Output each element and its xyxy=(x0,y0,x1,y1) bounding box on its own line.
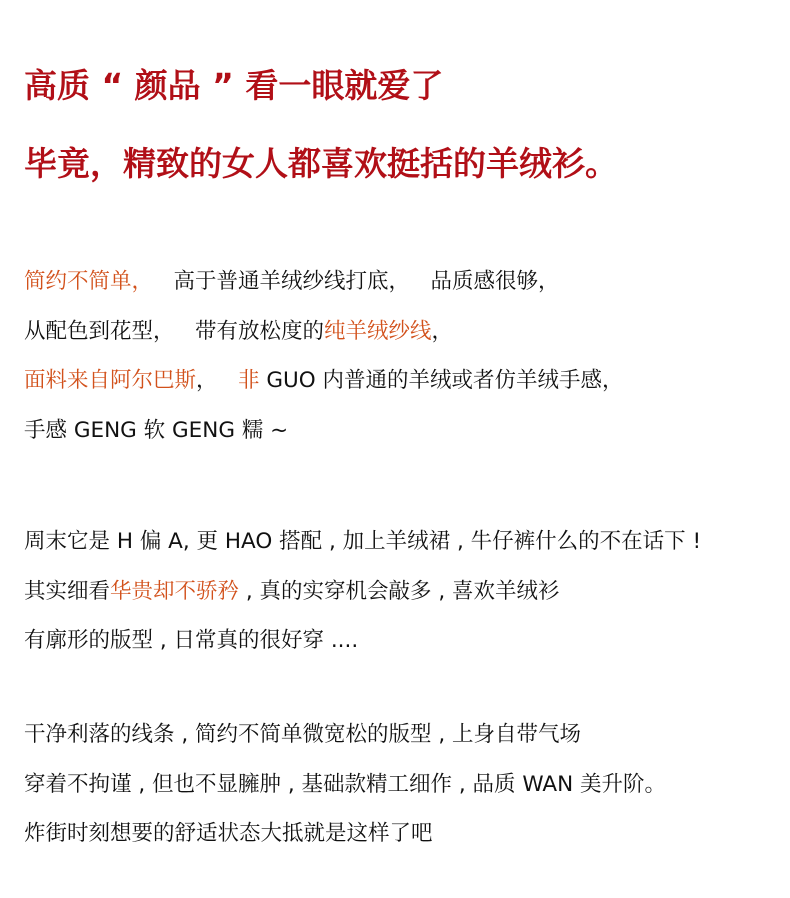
highlight-text: 简约不简单， xyxy=(24,269,154,294)
paragraph-1 xyxy=(24,257,624,455)
body-text: ， xyxy=(431,318,454,344)
body-text: 炸街时刻想要的舒适状态大抵就是这样了吧 xyxy=(24,821,433,846)
text-line xyxy=(24,307,624,357)
highlight-text: 面料来自阿尔巴斯 xyxy=(24,368,197,393)
body-text: 周末它是 H 偏 A, 更 HAO 搭配 , 加上羊绒裙 , 牛仔裤什么的不在话下 ! xyxy=(24,529,702,554)
text-line xyxy=(24,257,624,307)
body-text: 有廓形的版型 , 日常真的很好穿 .... xyxy=(24,628,359,653)
body-text: 从配色到花型， 带有放松度的 xyxy=(24,318,325,344)
body-text: 穿着不拘谨 , 但也不显臃肿 , 基础款精工细作 , 品质 WAN 美升阶。 xyxy=(24,771,667,797)
text-line xyxy=(24,567,701,617)
text-line xyxy=(24,356,624,406)
body-text: 干净利落的线条 , 简约不简单微宽松的版型 , 上身自带气场 xyxy=(24,722,582,747)
text-line xyxy=(24,616,701,666)
body-text: , 真的实穿机会敲多 , 喜欢羊绒衫 xyxy=(239,578,560,604)
highlight-text: 华贵却不骄矜 xyxy=(110,578,240,604)
body-text: ， xyxy=(196,368,239,393)
text-line xyxy=(24,517,701,567)
text-line xyxy=(24,406,624,456)
headline-2: 毕竟，精致的女人都喜欢挺括的羊绒衫。 xyxy=(24,144,618,183)
highlight-text: 非 xyxy=(238,368,260,393)
text-line xyxy=(24,809,666,859)
paragraph-3 xyxy=(24,710,666,859)
headline-1: 高质 “ 颜品 ” 看一眼就爱了 xyxy=(24,66,444,105)
body-text: 高于普通羊绒纱线打底， 品质感很够， xyxy=(153,269,560,294)
highlight-text: 纯羊绒纱线 xyxy=(324,318,432,344)
paragraph-2 xyxy=(24,517,701,666)
body-text: GUO 内普通的羊绒或者仿羊绒手感， xyxy=(259,368,624,393)
text-line xyxy=(24,710,666,760)
body-text: 其实细看 xyxy=(24,578,111,604)
body-text: 手感 GENG 软 GENG 糯 ~ xyxy=(24,417,289,443)
text-line xyxy=(24,760,666,810)
